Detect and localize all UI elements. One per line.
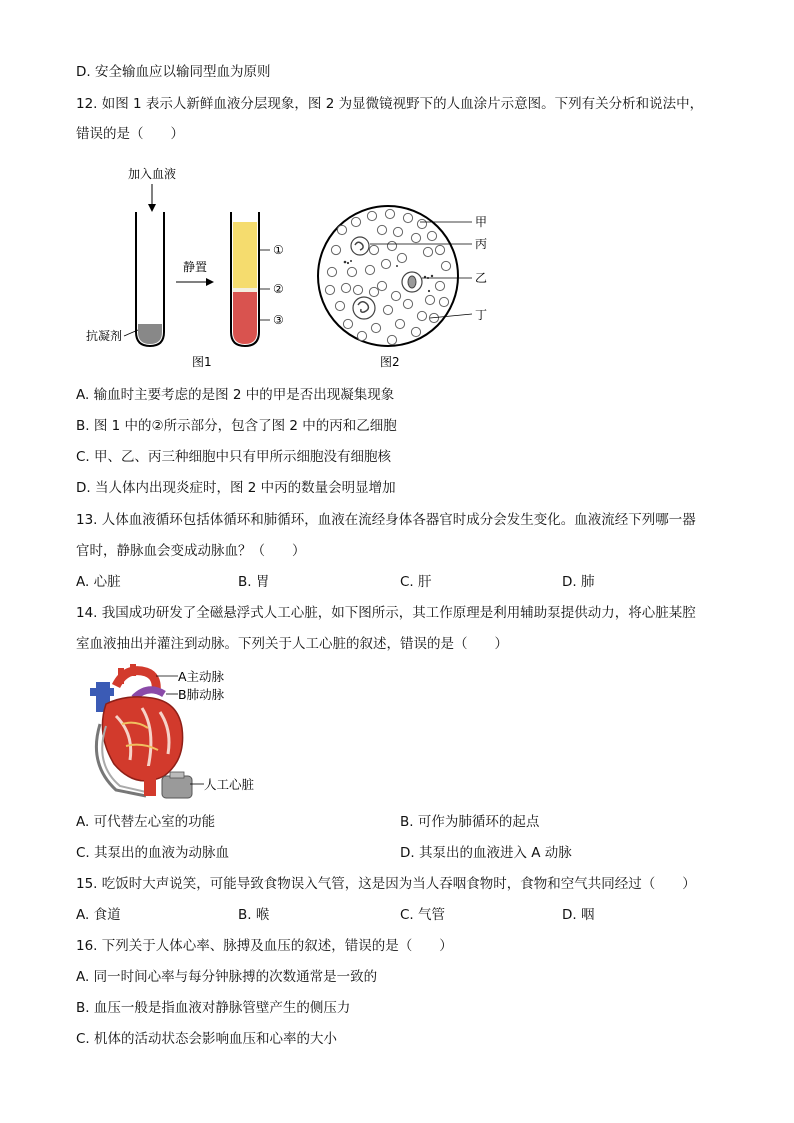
q14-option-d: D. 其泵出的血液进入 A 动脉 <box>400 845 572 861</box>
q14-label-pulmonary: B肺动脉 <box>178 687 225 702</box>
q12-option-b: B. 图 1 中的②所示部分，包含了图 2 中的丙和乙细胞 <box>76 418 397 434</box>
red-blood-cell <box>411 327 420 336</box>
red-blood-cell <box>367 211 376 220</box>
fig2-yi-label: 乙 <box>475 271 488 285</box>
fig2-ding-label: 丁 <box>475 308 488 322</box>
q16-stem-line1: 16. 下列关于人体心率、脉搏及血压的叙述，错误的是（ ） <box>76 938 453 954</box>
fig2-jia-label: 甲 <box>475 215 488 229</box>
red-blood-cell <box>395 319 404 328</box>
q12-option-d: D. 当人体内出现炎症时，图 2 中丙的数量会明显增加 <box>76 480 396 496</box>
red-blood-cell <box>381 259 390 268</box>
q12-option-a: A. 输血时主要考虑的是图 2 中的甲是否出现凝集现象 <box>76 387 395 403</box>
fig1-layer2-label: ② <box>273 282 284 296</box>
red-blood-cell <box>427 231 436 240</box>
red-blood-cell <box>423 247 432 256</box>
red-blood-cell <box>391 291 400 300</box>
q16-option-a: A. 同一时间心率与每分钟脉搏的次数通常是一致的 <box>76 969 378 985</box>
red-blood-cell <box>337 225 346 234</box>
q14-label-aorta: A主动脉 <box>178 669 225 684</box>
q15-option-c: C. 气管 <box>400 907 446 923</box>
red-blood-cell <box>369 245 378 254</box>
red-blood-cell <box>347 267 356 276</box>
red-blood-cell <box>371 323 380 332</box>
red-blood-cell <box>441 261 450 270</box>
white-blood-cell <box>351 237 369 255</box>
tube2-buffy-coat <box>233 288 257 292</box>
red-blood-cell <box>351 217 360 226</box>
red-blood-cell <box>417 311 426 320</box>
red-blood-cell <box>397 253 406 262</box>
red-blood-cell <box>393 227 402 236</box>
q14-stem-line1: 14. 我国成功研发了全磁悬浮式人工心脏，如下图所示，其工作原理是利用辅助泵提供动力，将心脏某腔 <box>76 605 696 621</box>
q13-option-c: C. 肝 <box>400 574 432 590</box>
tube2-red-cells <box>233 292 257 344</box>
fig1-caption: 图1 <box>192 355 212 369</box>
q14-artificial-heart-figure <box>86 664 276 804</box>
red-blood-cell <box>411 233 420 242</box>
q12-option-c: C. 甲、乙、丙三种细胞中只有甲所示细胞没有细胞核 <box>76 449 392 465</box>
red-blood-cell <box>353 285 362 294</box>
q15-stem-line1: 15. 吃饭时大声说笑，可能导致食物误入气管，这是因为当人吞咽食物时，食物和空气共同经过（ ） <box>76 876 696 892</box>
fig1-layer1-label: ① <box>273 243 284 257</box>
q14-option-a: A. 可代替左心室的功能 <box>76 814 216 830</box>
q13-stem-line2: 官时，静脉血会变成动脉血？（ ） <box>76 543 306 559</box>
q13-stem-line1: 13. 人体血液循环包括体循环和肺循环，血液在流经身体各器官时成分会发生变化。血液流经下列哪一器 <box>76 512 696 528</box>
artificial-heart-pump <box>162 776 192 798</box>
red-blood-cell <box>357 331 366 340</box>
red-blood-cell <box>365 265 374 274</box>
red-blood-cell <box>417 219 426 228</box>
q15-option-a: A. 食道 <box>76 907 121 923</box>
red-blood-cell <box>327 267 336 276</box>
q15-option-b: B. 喉 <box>238 907 270 923</box>
fig2-caption: 图2 <box>380 355 400 369</box>
tube2-plasma <box>233 222 257 288</box>
fig1-anticoag-label: 抗凝剂 <box>86 329 123 343</box>
red-blood-cell <box>377 225 386 234</box>
red-blood-cell <box>341 283 350 292</box>
q12-figure2 <box>312 200 502 375</box>
q12-stem-line1: 12. 如图 1 表示人新鲜血液分层现象，图 2 为显微镜视野下的人血涂片示意图。下列有关分析和说法中， <box>76 96 704 112</box>
q14-label-artificial-heart: 人工心脏 <box>204 777 255 792</box>
red-blood-cell <box>439 297 448 306</box>
white-blood-cell <box>402 272 422 292</box>
red-blood-cell <box>325 285 334 294</box>
red-blood-cell <box>369 287 378 296</box>
q13-option-b: B. 胃 <box>238 574 270 590</box>
red-blood-cell <box>387 335 396 344</box>
red-blood-cell <box>425 295 434 304</box>
white-blood-cell <box>353 297 375 319</box>
q16-option-b: B. 血压一般是指血液对静脉管壁产生的侧压力 <box>76 1000 351 1016</box>
q11-option-d: D. 安全输血应以输同型血为原则 <box>76 64 271 80</box>
q16-option-c: C. 机体的活动状态会影响血压和心率的大小 <box>76 1031 338 1047</box>
red-blood-cell <box>385 209 394 218</box>
red-blood-cell <box>343 319 352 328</box>
q15-option-d: D. 咽 <box>562 907 595 923</box>
q14-option-b: B. 可作为肺循环的起点 <box>400 814 540 830</box>
tube1-anticoagulant <box>138 324 162 344</box>
red-blood-cell <box>377 281 386 290</box>
q14-stem-line2: 室血液抽出并灌注到动脉。下列关于人工心脏的叙述，错误的是（ ） <box>76 636 508 652</box>
q14-option-c: C. 其泵出的血液为动脉血 <box>76 845 230 861</box>
fig1-add-blood-label: 加入血液 <box>128 167 177 181</box>
red-blood-cell <box>335 301 344 310</box>
fig1-layer3-label: ③ <box>273 313 284 327</box>
red-blood-cell <box>435 245 444 254</box>
red-blood-cell <box>435 281 444 290</box>
fig2-bing-label: 丙 <box>475 237 488 251</box>
q13-option-a: A. 心脏 <box>76 574 121 590</box>
fig1-still-label: 静置 <box>183 260 208 274</box>
q13-option-d: D. 肺 <box>562 574 595 590</box>
q12-figure1 <box>80 160 310 375</box>
q12-stem-line2: 错误的是（ ） <box>76 126 184 142</box>
red-blood-cell <box>403 213 412 222</box>
red-blood-cell <box>383 305 392 314</box>
red-blood-cell <box>403 299 412 308</box>
red-blood-cell <box>331 245 340 254</box>
red-blood-cell <box>387 241 396 250</box>
